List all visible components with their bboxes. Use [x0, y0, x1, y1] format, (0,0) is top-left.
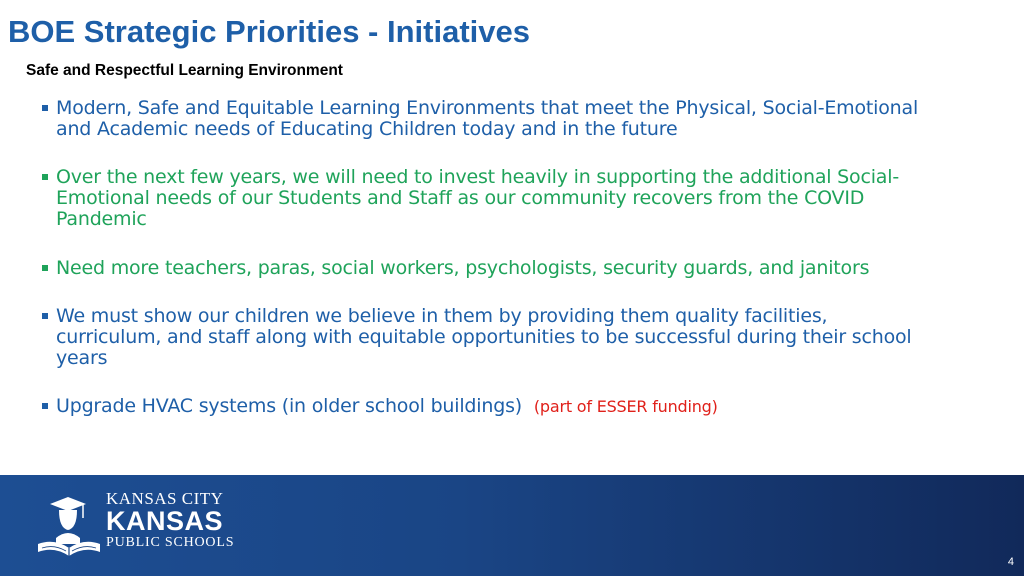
bullet-item [40, 396, 920, 417]
square-bullet-icon [42, 174, 48, 180]
bullet-item [40, 306, 920, 369]
slide-title: BOE Strategic Priorities - Initiatives [8, 14, 530, 49]
bullet-text: We must show our children we believe in them by providing them quality facilities, curriculum, and staff along with equitable opportunities to be successful during their school years [56, 305, 912, 369]
bullet-item [40, 167, 920, 230]
square-bullet-icon [42, 403, 48, 409]
square-bullet-icon [42, 265, 48, 271]
slide-subtitle: Safe and Respectful Learning Environment [26, 62, 343, 79]
logo-line-3: PUBLIC SCHOOLS [106, 535, 235, 550]
graduate-book-icon [36, 494, 104, 560]
district-logo [36, 490, 246, 562]
bullet-text: Over the next few years, we will need to invest heavily in supporting the additional Social-Emotional needs of our Students and Staff as our community recovers from the COVID Pandemic [56, 166, 899, 230]
logo-wordmark [106, 490, 234, 551]
bullet-text: Need more teachers, paras, social workers, psychologists, security guards, and janitors [56, 257, 870, 279]
page-number: 4 [1007, 556, 1014, 568]
bullet-item [40, 98, 920, 140]
bullet-item [40, 258, 920, 279]
logo-line-1: KANSAS CITY [106, 489, 224, 508]
bullet-text: Modern, Safe and Equitable Learning Environments that meet the Physical, Social-Emotional and Academic needs of Educating Children today and in the future [56, 97, 919, 140]
bullet-text: Upgrade HVAC systems (in older school buildings) [56, 395, 522, 417]
bullet-list [40, 98, 920, 417]
funding-note: (part of ESSER funding) [533, 397, 718, 416]
square-bullet-icon [42, 105, 48, 111]
logo-line-2: KANSAS [106, 506, 224, 536]
square-bullet-icon [42, 313, 48, 319]
